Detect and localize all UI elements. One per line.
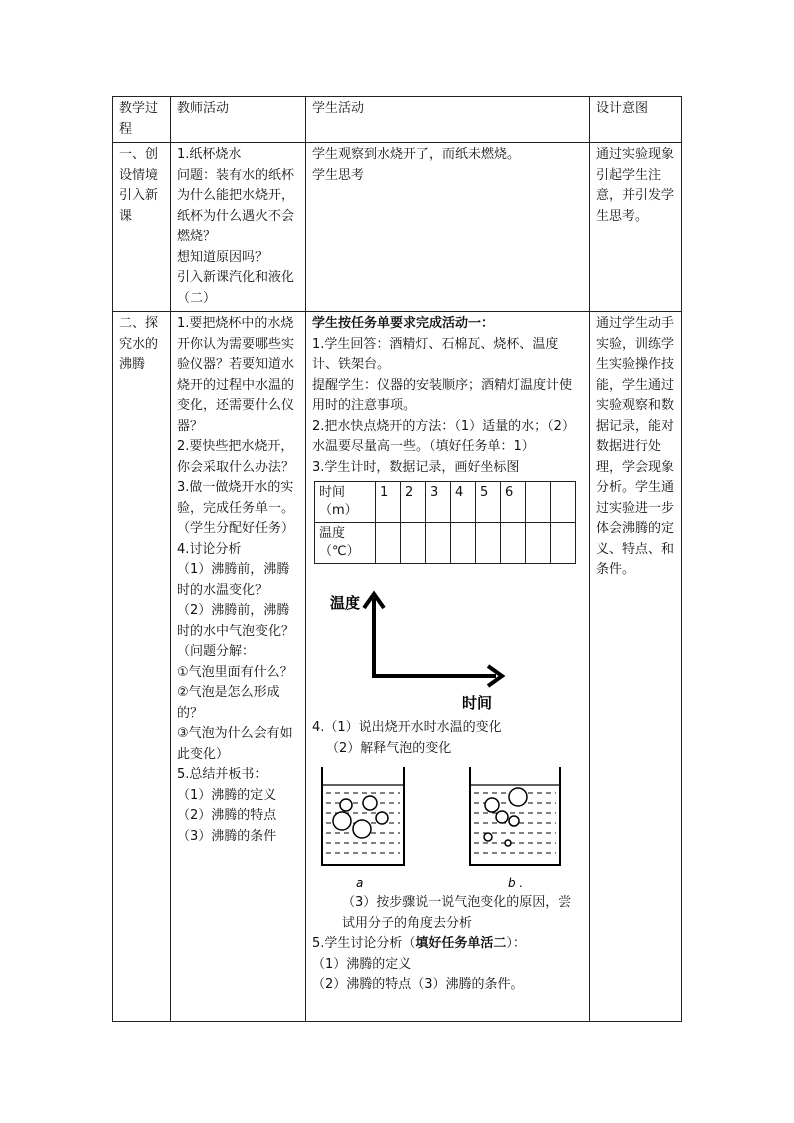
record-empty-cell (451, 523, 476, 564)
record-empty-cell (401, 523, 426, 564)
record-empty-cell (551, 523, 576, 564)
graph-axes (312, 568, 582, 718)
inquiry-teacher-line: ③气泡为什么会有如此变化） (177, 726, 293, 762)
record-minute: 1 (376, 482, 401, 523)
beaker-figures (312, 763, 582, 893)
header-intent: 设计意图 (590, 97, 682, 143)
record-empty-cell (476, 523, 501, 564)
record-time-row (315, 482, 576, 523)
record-minute: 6 (501, 482, 526, 523)
intro-teacher-line: 1.纸杯烧水 (177, 147, 242, 162)
record-empty-cell (376, 523, 401, 564)
intro-intent: 通过实验现象引起学生注意，并引发学生思考。 (590, 143, 682, 312)
inquiry-teacher-line: （2）沸腾前，沸腾时的水中气泡变化？（问题分解： (177, 603, 295, 659)
header-student: 学生活动 (306, 97, 590, 143)
header-row (113, 97, 682, 143)
inquiry-teacher-line: 4.讨论分析 (177, 541, 242, 557)
item5-bold: 填好任务单活二 (415, 936, 507, 951)
intro-teacher (171, 143, 306, 312)
beaker-a-label: a (356, 876, 364, 890)
student-item-1-note: 提醒学生：仪器的安装顺序；酒精灯温度计使用时的注意事项。 (312, 377, 573, 413)
item5-suffix: ）： (506, 936, 526, 951)
student-item-4c: （3）按步骤说一说气泡变化的原因，尝试用分子的角度去分析 (342, 895, 572, 931)
inquiry-teacher-line: （3）沸腾的条件 (177, 828, 277, 844)
record-minute: 2 (401, 482, 426, 523)
lesson-plan-table (112, 96, 682, 1022)
intro-student-line: 学生观察到水烧开了，而纸未燃烧。 (312, 147, 521, 162)
inquiry-teacher (171, 312, 306, 1022)
inquiry-teacher-line: ②气泡是怎么形成的？ (177, 685, 280, 721)
record-empty-cell (551, 482, 576, 523)
student-item-5a: （1）沸腾的定义 (312, 956, 412, 972)
inquiry-teacher-line: 3.做一做烧开水的实验，完成任务单一。（学生分配好任务） (177, 480, 295, 536)
record-empty-cell (526, 523, 551, 564)
record-minute: 4 (451, 482, 476, 523)
student-item-1: 1.学生回答：酒精灯、石棉瓦、烧杯、温度计、铁架台。 (312, 336, 559, 372)
intro-teacher-line: 想知道原因吗？ (177, 249, 269, 265)
item5-prefix: 5.学生讨论分析（ (312, 936, 416, 951)
intro-row (113, 143, 682, 312)
beaker-b-label: b . (508, 876, 524, 890)
beaker-b-icon (470, 767, 560, 865)
record-empty-cell (501, 523, 526, 564)
intro-stage: 一、创设情境引入新课 (113, 143, 171, 312)
intro-teacher-line: 问题：装有水的纸杯为什么能把水烧开，纸杯为什么遇火不会燃烧？ (177, 167, 295, 244)
record-time-label: 时间（m） (315, 482, 376, 523)
inquiry-teacher-line: 5.总结并板书： (177, 767, 268, 782)
record-temp-row (315, 523, 576, 564)
intro-student (306, 143, 590, 312)
student-item-5 (312, 934, 583, 955)
task-title: 学生按任务单要求完成活动一： (312, 316, 495, 331)
inquiry-teacher-line: （1）沸腾的定义 (177, 787, 277, 803)
header-teacher: 教师活动 (171, 97, 306, 143)
inquiry-teacher-line: 2.要快些把水烧开，你会采取什么办法？ (177, 439, 295, 475)
intro-teacher-line: 引入新课汽化和液化（二） (177, 270, 295, 306)
inquiry-teacher-line: ①气泡里面有什么？ (177, 664, 293, 680)
record-minute: 5 (476, 482, 501, 523)
record-empty-cell (426, 523, 451, 564)
student-item-5b: （2）沸腾的特点（3）沸腾的条件。 (312, 977, 524, 992)
inquiry-stage: 二、探究水的沸腾 (113, 312, 171, 1022)
data-record-table (314, 481, 576, 564)
graph-x-label: 时间 (462, 694, 493, 712)
header-stage: 教学过程 (113, 97, 171, 143)
student-item-2: 2.把水快点烧开的方法：（1）适量的水；（2）水温要尽量高一些。（填好任务单：1） (312, 418, 575, 454)
record-empty-cell (526, 482, 551, 523)
student-item-4b: （2）解释气泡的变化 (326, 740, 452, 756)
record-minute: 3 (426, 482, 451, 523)
beaker-a-icon (322, 767, 404, 865)
temperature-time-graph (312, 568, 582, 718)
inquiry-teacher-line: （1）沸腾前，沸腾时的水温变化？ (177, 562, 290, 598)
graph-y-label: 温度 (330, 594, 361, 612)
inquiry-row (113, 312, 682, 1022)
inquiry-student (306, 312, 590, 1022)
inquiry-teacher-line: 1.要把烧杯中的水烧开你认为需要哪些实验仪器？若要知道水烧开的过程中水温的变化，还需要什么仪器？ (177, 316, 295, 434)
bubble-beakers (312, 763, 582, 893)
student-item-4a: 4.（1）说出烧开水时水温的变化 (312, 720, 502, 735)
inquiry-intent: 通过学生动手实验，训练学生实验操作技能，学生通过实验观察和数据记录，能对数据进行处理，学会现象分析。学生通过实验进一步体会沸腾的定义、特点、和条件。 (590, 312, 682, 1022)
intro-student-line: 学生思考 (312, 167, 365, 183)
record-temp-label: 温度（℃） (315, 523, 376, 564)
student-item-3: 3.学生计时，数据记录，画好坐标图 (312, 459, 520, 475)
inquiry-teacher-line: （2）沸腾的特点 (177, 808, 277, 823)
